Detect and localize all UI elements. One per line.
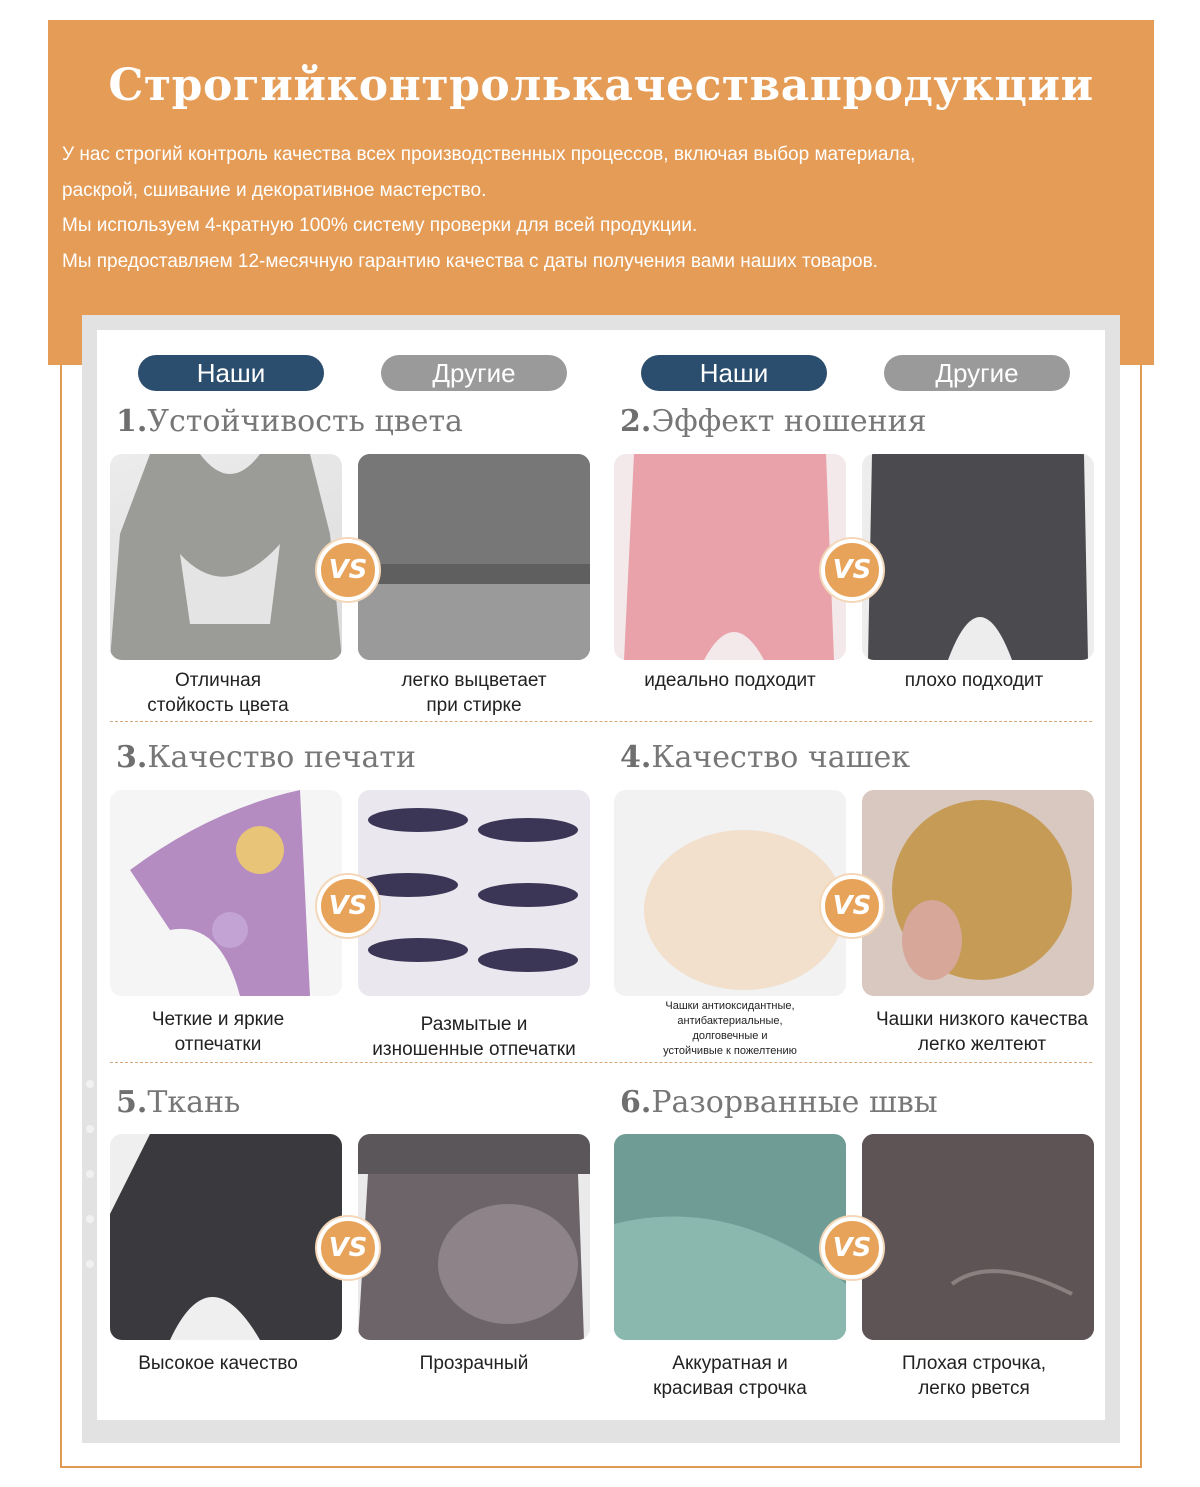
- vs-badge: VS: [821, 539, 883, 601]
- decor-dot: [86, 1170, 94, 1178]
- caption-other-2: плохо подходит: [904, 670, 1044, 691]
- caption-ours-6: Аккуратная и красивая строчка: [653, 1353, 807, 1399]
- tag-other-right: Другие: [884, 355, 1070, 391]
- vs-badge: VS: [317, 539, 379, 601]
- decor-dot: [86, 1125, 94, 1133]
- tag-ours-right: Наши: [641, 355, 827, 391]
- intro-line-3: Мы используем 4-кратную 100% систему проверки для всей продукции.: [62, 215, 698, 236]
- decor-dot: [86, 1080, 94, 1088]
- section-title-2: 2.Эффект ношения: [620, 404, 927, 439]
- photo-other-seams: [862, 1134, 1094, 1340]
- caption-ours-2: идеально подходит: [644, 670, 816, 691]
- vs-badge: VS: [317, 875, 379, 937]
- photo-other-print: [358, 790, 590, 996]
- caption-other-6: Плохая строчка, легко рвется: [901, 1353, 1047, 1399]
- intro-line-4: Мы предоставляем 12-месячную гарантию качества с даты получения вами наших товаров.: [62, 251, 878, 272]
- section-title-1: 1.Устойчивость цвета: [116, 404, 463, 439]
- page-title: Строгийконтролькачествапродукции: [108, 60, 1094, 111]
- intro-line-1: У нас строгий контроль качества всех производственных процессов, включая выбор материала,: [62, 144, 916, 165]
- photo-ours-print: [110, 790, 342, 996]
- decor-dot: [86, 1260, 94, 1268]
- section-title-4: 4.Качество чашек: [620, 740, 911, 775]
- photo-other-color-fastness: [358, 454, 590, 660]
- vs-badge: VS: [821, 875, 883, 937]
- photo-ours-fit: [614, 454, 846, 660]
- intro-line-2: раскрой, сшивание и декоративное мастерство.: [62, 180, 487, 201]
- tag-ours-left: Наши: [138, 355, 324, 391]
- section-divider: [110, 721, 1092, 722]
- section-title-5: 5.Ткань: [116, 1085, 241, 1120]
- caption-ours-3: Четкие и яркие отпечатки: [151, 1009, 285, 1055]
- photo-ours-seams: [614, 1134, 846, 1340]
- caption-other-3: Размытые и изношенные отпечатки: [372, 1014, 576, 1060]
- photo-other-fabric: [358, 1134, 590, 1340]
- tag-other-left: Другие: [381, 355, 567, 391]
- section-divider: [110, 1062, 1092, 1063]
- vs-badge: VS: [821, 1217, 883, 1279]
- photo-other-cups: [862, 790, 1094, 996]
- section-title-3: 3.Качество печати: [116, 740, 416, 775]
- caption-other-4: Чашки низкого качества легко желтеют: [876, 1009, 1088, 1055]
- photo-ours-fabric: [110, 1134, 342, 1340]
- photo-ours-cups: [614, 790, 846, 996]
- caption-other-1: легко выцветает при стирке: [401, 670, 547, 716]
- section-title-6: 6.Разорванные швы: [620, 1085, 938, 1120]
- caption-other-5: Прозрачный: [419, 1353, 529, 1374]
- caption-ours-4: Чашки антиоксидантные, антибактериальные, долговечные и устойчивые к пожелтению: [663, 1000, 797, 1057]
- caption-ours-1: Отличная стойкость цвета: [147, 670, 289, 716]
- header-banner: [48, 20, 1154, 365]
- caption-ours-5: Высокое качество: [138, 1353, 298, 1374]
- photo-ours-color-fastness: [110, 454, 342, 660]
- decor-dot: [86, 1215, 94, 1223]
- vs-badge: VS: [317, 1217, 379, 1279]
- photo-other-fit: [862, 454, 1094, 660]
